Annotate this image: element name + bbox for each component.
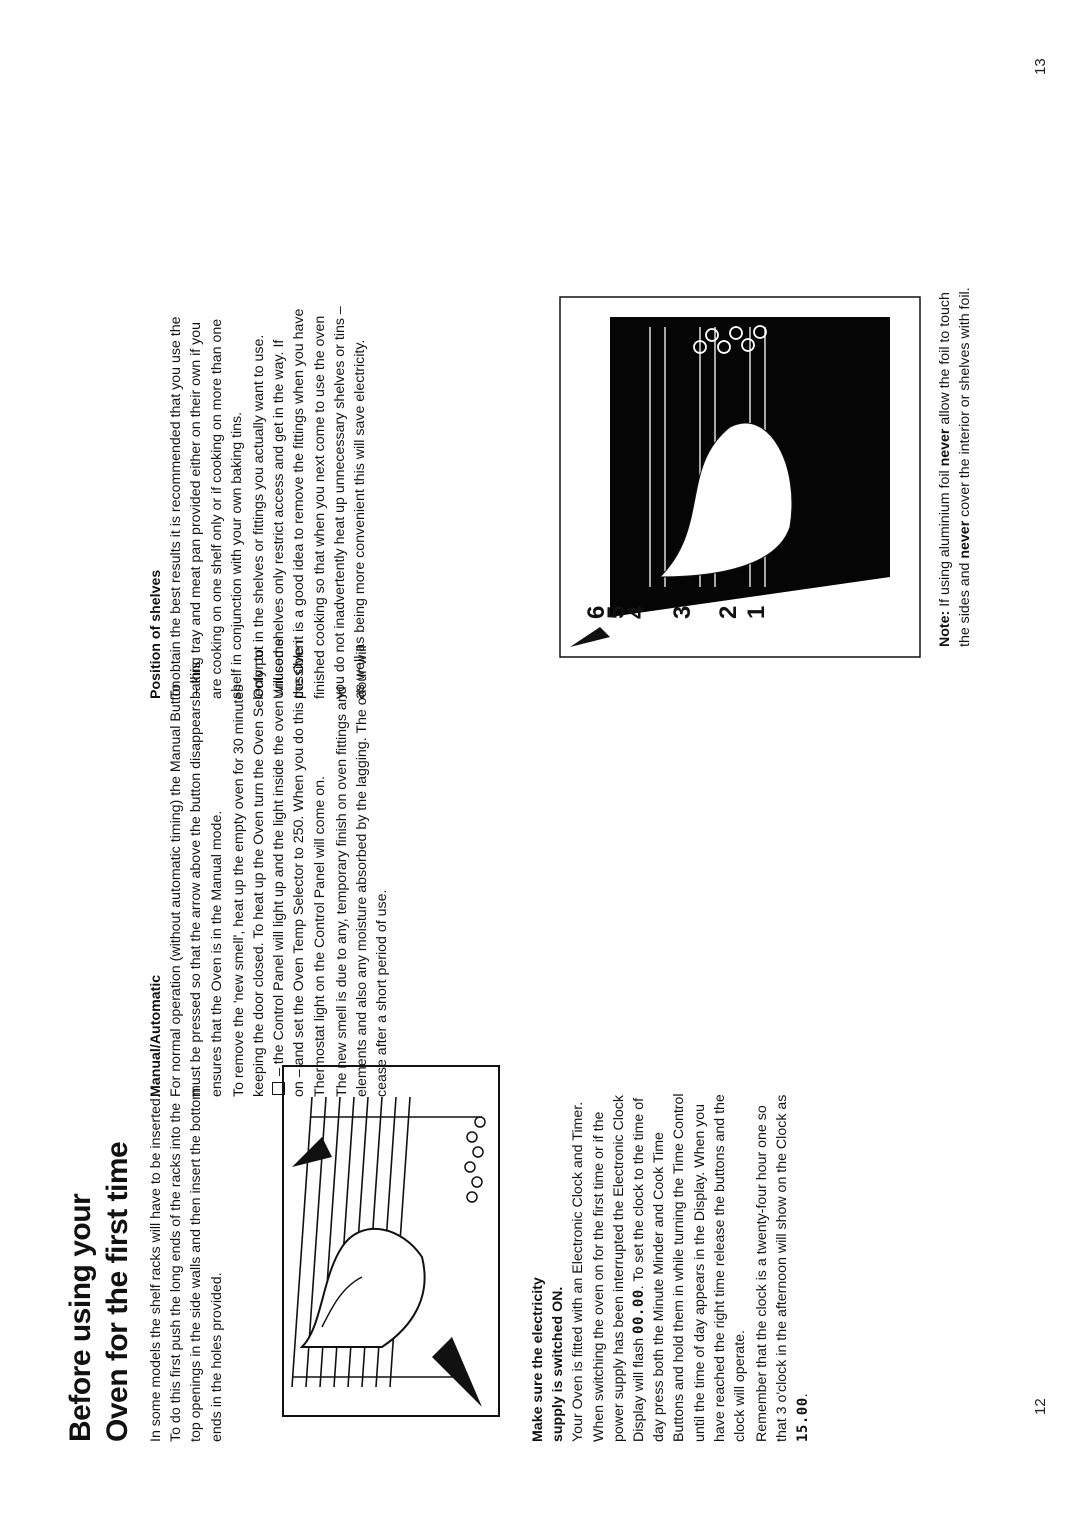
new-smell-text-a: To remove the 'new smell', heat up the empty oven for 30 minutes keeping the door closed. To heat up the Oven turn the Oven Selector to [230, 649, 268, 1097]
note-text-a: If using aluminium foil [937, 470, 953, 607]
clock-display-flash: 00.00 [631, 1289, 648, 1334]
foil-note-text [935, 277, 975, 647]
note-never-1: never [937, 428, 953, 467]
electricity-p1-text-b: . To set the clock to the time of day press both the Minute Minder and Cook Time Buttons and hold them in while turning the Time Control until the time of day appears in the Display. When you have reached the right time release the buttons and the clock will operate. [631, 1093, 749, 1442]
page-title [62, 972, 136, 1442]
shelf-position-label: 6 [583, 605, 610, 619]
shelves-heading: Position of shelves [148, 569, 164, 699]
note-text-c: cover the interior or shelves with foil. [957, 287, 974, 517]
title-line-1: Before using your [64, 1193, 97, 1442]
manual-automatic-heading: Manual/Automatic [148, 974, 164, 1097]
shelf-position-label: 3 [669, 605, 696, 619]
electricity-paragraph-2 [752, 1082, 813, 1442]
electricity-heading [528, 1032, 568, 1442]
shelf-position-label: 1 [743, 605, 770, 619]
note-label: Note: [937, 610, 953, 647]
manual-automatic-paragraph-1: For normal operation (without automatic timing) the Manual Button must be pressed so that the arrow above the button disappears – this ensures that the Oven is in the Manual mode. [168, 661, 225, 1097]
note-text-b: allow the foil to touch the sides and [937, 292, 974, 647]
electricity-paragraph-1 [568, 1082, 750, 1442]
title-line-2: Oven for the first time [101, 1141, 134, 1442]
electricity-heading-line-1: Make sure the electricity [530, 1277, 546, 1442]
manual-automatic-paragraph-3: The new smell is due to any, temporary finish on oven fittings and elements and also any moisture absorbed by the lagging. The odour will cease after a short period of use. [333, 645, 391, 1097]
manual-automatic-paragraph-2 [229, 637, 330, 1097]
foil-note [935, 247, 975, 647]
shelves-section [146, 259, 370, 699]
shelf-position-label: 5 [603, 605, 630, 619]
shelves-paragraph-2: Only put in the shelves or fittings you actually want to use. Unused shelves only restrict access and get in the way. If possible it is a good idea to remove the fittings when you have finished cooking so that when you next come to use the oven you do not inadvertently heat up unnecessary shelves or tins – as well as being more convenient this will save electricity. [251, 306, 369, 699]
new-smell-text-b: – the Control Panel will light up and the light inside the oven will come on – and set the Oven Temp Selector to 250. When you do this the Oven Thermostat light on the Control Panel will come on. [271, 638, 328, 1097]
note-never-2: never [957, 520, 974, 559]
clock-display-afternoon: 15.00 [794, 1397, 811, 1442]
shelves-paragraph-1: To obtain the best results it is recommended that you use the baking tray and meat pan provided either on their own if you are cooking on one shelf only or if cooking on more than one shelf in conjunction with your own baking tins. [168, 316, 245, 699]
rack-insertion-illustration [282, 1065, 500, 1417]
intro-paragraph: In some models the shelf racks will have to be inserted. To do this first push the long ends of the racks into the top openings in the side walls and then insert the bottom ends in the holes provided. [148, 1087, 225, 1442]
shelf-position-label: 4 [623, 605, 650, 619]
electricity-p2-text-a: Remember that the clock is a twenty-four hour one so that 3 o'clock in the afternoon will show on the Clock as [754, 1094, 791, 1442]
electricity-section [528, 1032, 813, 1442]
oven-shelf-positions-illustration [540, 287, 930, 727]
page-number-right: 13 [1032, 58, 1049, 75]
electricity-p1-text-a: Your Oven is fitted with an Electronic Clock and Timer. When switching the oven on for the first time or if the power supply has been interrupted the Electronic Clock Display will flash [570, 1095, 648, 1442]
page-number-left: 12 [1032, 1398, 1049, 1415]
electricity-heading-line-2: supply is switched ON. [550, 1286, 567, 1442]
oven-selector-light-icon [272, 1082, 285, 1095]
shelf-position-label: 2 [715, 605, 742, 619]
electricity-p2-text-b: . [794, 1393, 811, 1398]
